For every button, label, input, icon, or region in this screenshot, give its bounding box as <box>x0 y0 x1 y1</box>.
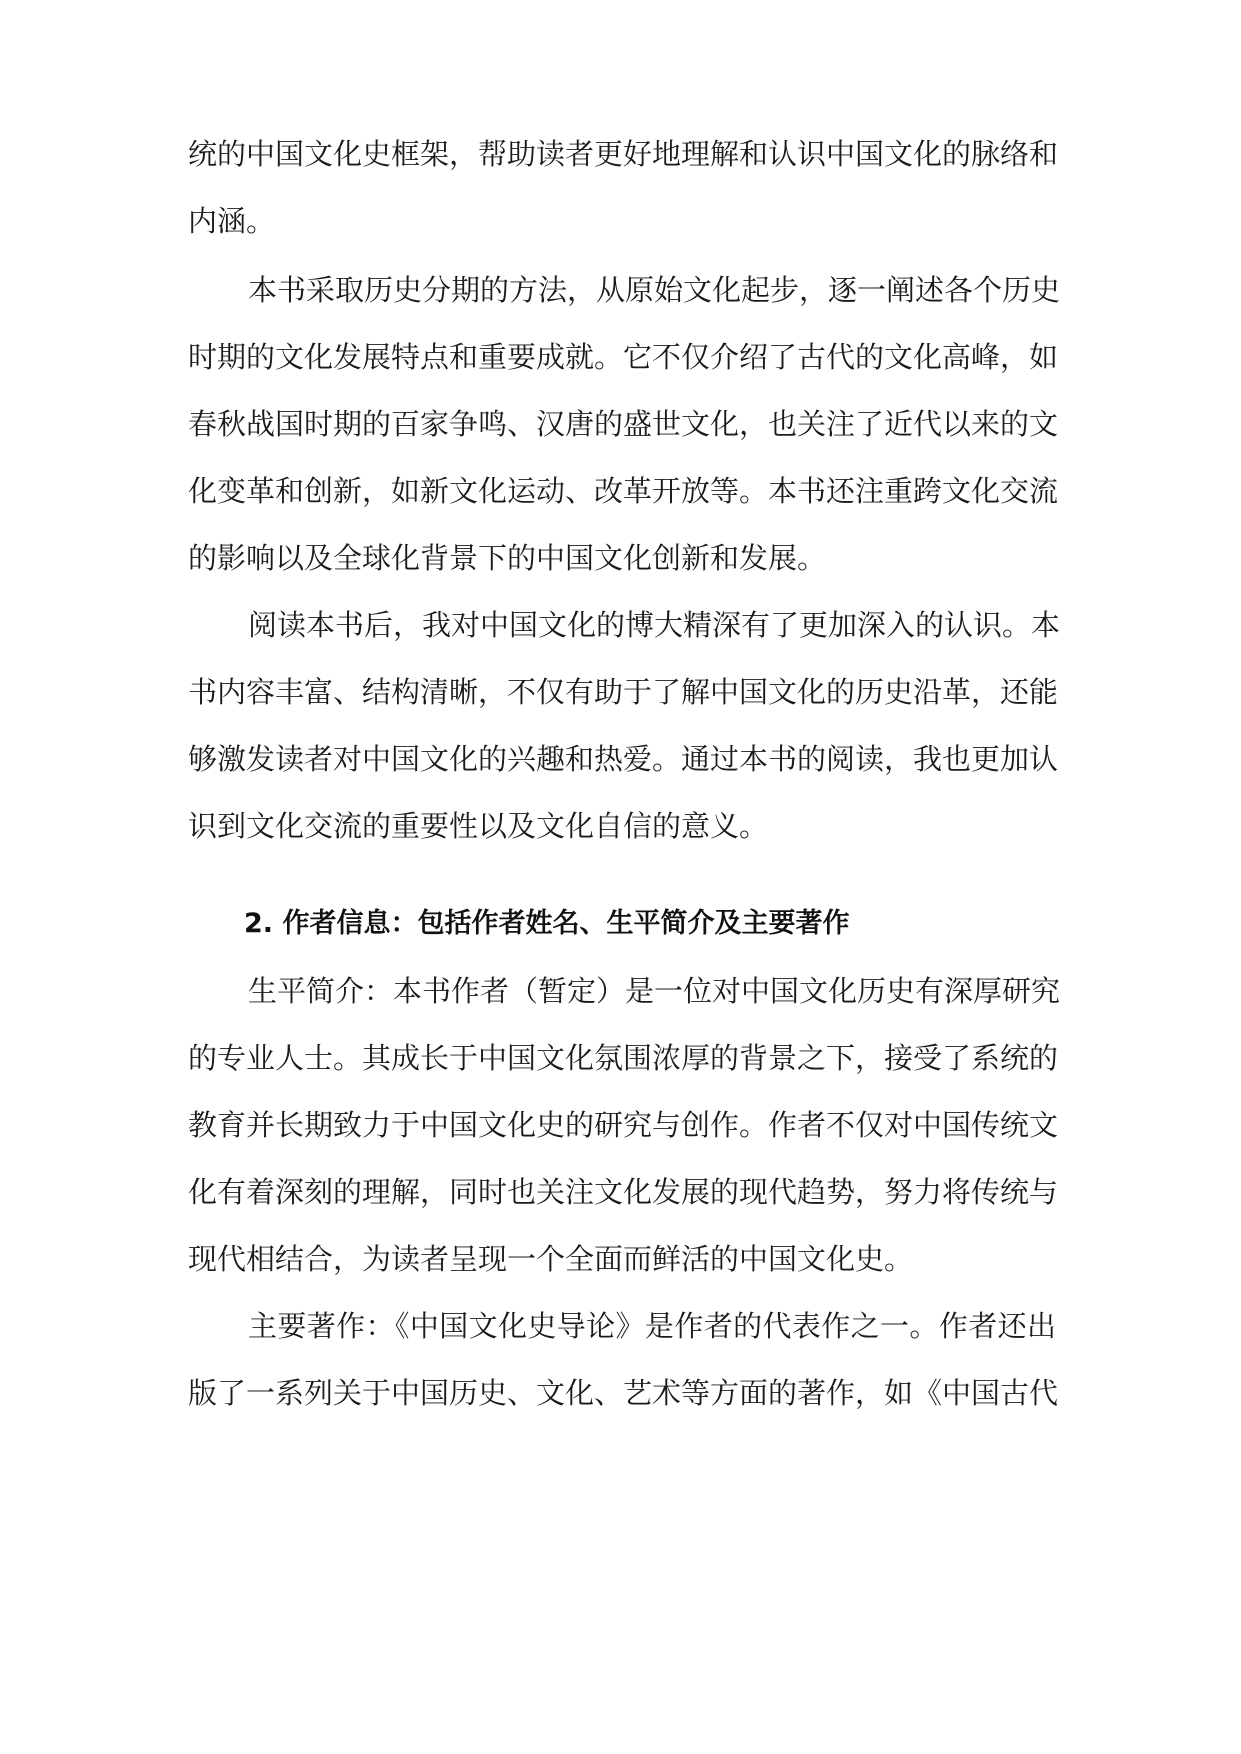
paragraph-line: 的影响以及全球化背景下的中国文化创新和发展。 <box>188 541 827 575</box>
paragraph-line: 版了一系列关于中国历史、文化、艺术等方面的著作，如《中国古代 <box>188 1376 1059 1410</box>
section-heading: 2. 作者信息：包括作者姓名、生平简介及主要著作 <box>244 908 850 939</box>
paragraph-line: 内涵。 <box>188 204 276 238</box>
paragraph-line: 教育并长期致力于中国文化史的研究与创作。作者不仅对中国传统文 <box>188 1108 1059 1142</box>
paragraph-line: 书内容丰富、结构清晰，不仅有助于了解中国文化的历史沿革，还能 <box>188 675 1059 709</box>
paragraph-line: 本书采取历史分期的方法，从原始文化起步，逐一阐述各个历史 <box>248 273 1061 307</box>
paragraph-line: 的专业人士。其成长于中国文化氛围浓厚的背景之下，接受了系统的 <box>188 1041 1059 1075</box>
paragraph-line: 生平简介：本书作者（暂定）是一位对中国文化历史有深厚研究 <box>248 974 1061 1008</box>
paragraph-line: 春秋战国时期的百家争鸣、汉唐的盛世文化，也关注了近代以来的文 <box>188 407 1059 441</box>
paragraph-line: 够激发读者对中国文化的兴趣和热爱。通过本书的阅读，我也更加认 <box>188 742 1059 776</box>
paragraph-line: 主要著作：《中国文化史导论》是作者的代表作之一。作者还出 <box>248 1309 1056 1343</box>
paragraph-line: 统的中国文化史框架，帮助读者更好地理解和认识中国文化的脉络和 <box>188 137 1059 171</box>
paragraph-line: 现代相结合，为读者呈现一个全面而鲜活的中国文化史。 <box>188 1242 914 1276</box>
paragraph-line: 时期的文化发展特点和重要成就。它不仅介绍了古代的文化高峰，如 <box>188 340 1059 374</box>
paragraph-line: 化变革和创新，如新文化运动、改革开放等。本书还注重跨文化交流 <box>188 474 1059 508</box>
paragraph-line: 化有着深刻的理解，同时也关注文化发展的现代趋势，努力将传统与 <box>188 1175 1059 1209</box>
paragraph-line: 阅读本书后，我对中国文化的博大精深有了更加深入的认识。本 <box>248 608 1061 642</box>
paragraph-line: 识到文化交流的重要性以及文化自信的意义。 <box>188 809 769 843</box>
